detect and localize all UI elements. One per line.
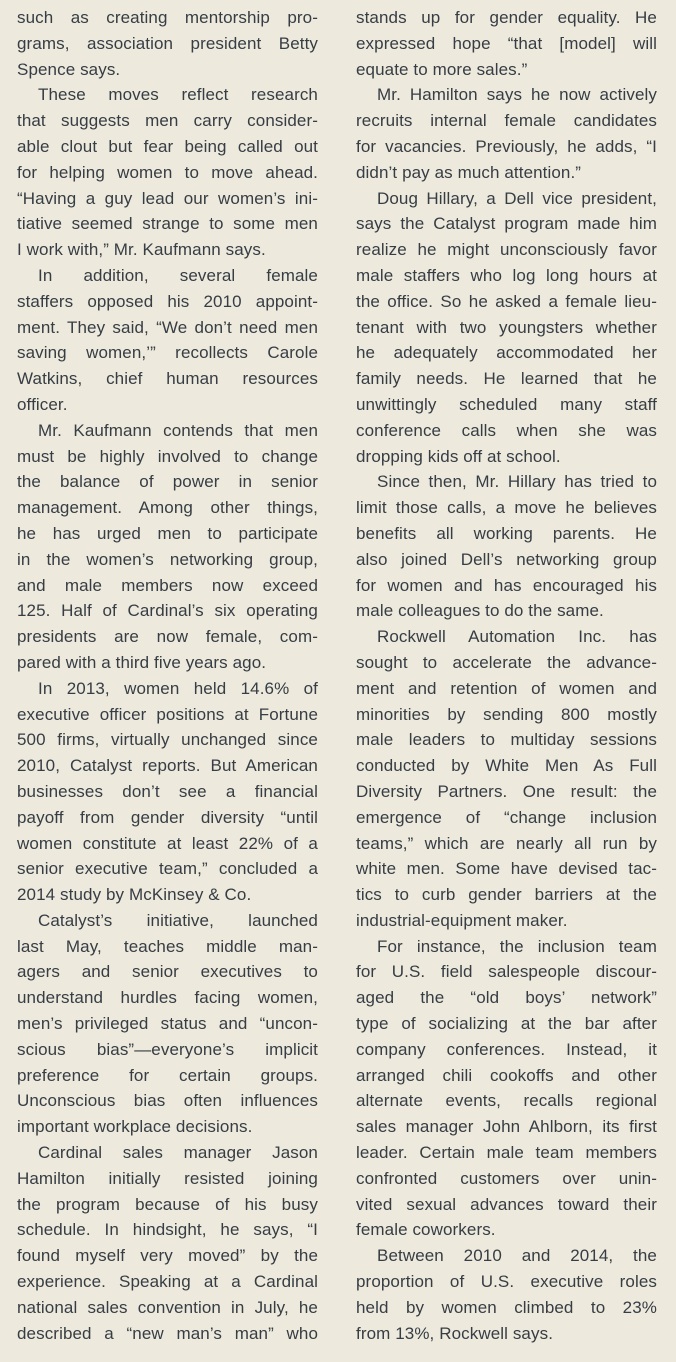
paragraph (356, 5, 657, 82)
text-line: preference for certain groups. (17, 1065, 318, 1085)
text-line: sales manager John Ahlborn, its first (356, 1117, 657, 1137)
text-line: Rockwell Automation Inc. has (377, 627, 657, 647)
paragraph (17, 418, 318, 676)
text-line: he adequately accommodated her (356, 343, 657, 363)
paragraph (17, 263, 318, 418)
text-line: limit those calls, a move he believes (356, 498, 657, 518)
text-line: expressed hope “that [model] will (356, 33, 657, 53)
text-line: benefits all working parents. He (356, 523, 657, 543)
text-line: for vacancies. Previously, he adds, “I (356, 136, 657, 156)
article-column-left (17, 5, 318, 1362)
text-line: grams, association president Betty (17, 33, 318, 53)
text-line: minorities by sending 800 mostly (356, 704, 657, 724)
text-line: Mr. Hamilton says he now actively (377, 85, 657, 105)
text-line: tenant with two youngsters whether (356, 317, 657, 337)
text-line: the office. So he asked a female lieu- (356, 291, 657, 311)
text-line: and male members now exceed (17, 575, 318, 595)
text-line: Since then, Mr. Hillary has tried to (377, 472, 657, 492)
text-line: 2014 study by McKinsey & Co. (17, 885, 252, 905)
text-line: that suggests men carry consider- (17, 111, 318, 131)
text-line: the program because of his busy (17, 1194, 318, 1214)
text-line: family needs. He learned that he (356, 369, 657, 389)
text-line: male staffers who log long hours at (356, 265, 657, 285)
text-line: female coworkers. (356, 1220, 496, 1240)
article-column-right (356, 5, 657, 1362)
paragraph (17, 5, 318, 82)
text-line: the balance of power in senior (17, 472, 318, 492)
text-line: for helping women to move ahead. (17, 162, 318, 182)
text-line: dropping kids off at school. (356, 446, 561, 466)
text-line: For instance, the inclusion team (377, 936, 657, 956)
text-line: tics to curb gender barriers at the (356, 885, 657, 905)
text-line: such as creating mentorship pro- (17, 8, 318, 27)
text-line: for women and has encouraged his (356, 575, 657, 595)
text-line: officer. (17, 394, 68, 414)
text-line: proportion of U.S. executive roles (356, 1272, 657, 1292)
text-line: he has urged men to participate (17, 523, 318, 543)
paragraph (356, 82, 657, 185)
text-line: stands up for gender equality. He (356, 8, 657, 27)
text-line: ment and retention of women and (356, 678, 657, 698)
text-line: for U.S. field salespeople discour- (356, 962, 657, 982)
text-line: male leaders to multiday sessions (356, 730, 657, 750)
paragraph (17, 908, 318, 1140)
text-line: conducted by White Men As Full (356, 756, 657, 776)
text-line: Cardinal sales manager Jason (38, 1143, 318, 1163)
text-line: must be highly involved to change (17, 446, 318, 466)
text-line: Unconscious bias often influences (17, 1091, 318, 1111)
text-line: type of socializing at the bar after (356, 1014, 657, 1034)
text-line: unwittingly scheduled many staff (356, 394, 657, 414)
text-line: equate to more sales.” (356, 59, 528, 79)
text-line: male colleagues to do the same. (356, 601, 604, 621)
text-line: In 2013, women held 14.6% of (38, 678, 318, 698)
text-line: In addition, several female (38, 265, 318, 285)
text-line: schedule. In hindsight, he says, “I (17, 1220, 318, 1240)
text-line: Mr. Kaufmann contends that men (38, 420, 318, 440)
paragraph (356, 624, 657, 934)
text-line: saving women,’” recollects Carole (17, 343, 318, 363)
text-line: presidents are now female, com- (17, 627, 318, 647)
text-line: held by women climbed to 23% (356, 1297, 657, 1317)
text-line: scious bias”—everyone’s implicit (17, 1039, 318, 1059)
text-line: 2010, Catalyst reports. But American (17, 756, 318, 776)
text-line: from 13%, Rockwell says. (356, 1323, 554, 1343)
text-line: aged the “old boys’ network” (356, 988, 657, 1008)
text-line: management. Among other things, (17, 498, 318, 518)
text-line: Catalyst’s initiative, launched (38, 910, 318, 930)
paragraph (17, 676, 318, 908)
text-line: Watkins, chief human resources (17, 369, 318, 389)
text-line: businesses don’t see a financial (17, 781, 318, 801)
text-line: Between 2010 and 2014, the (377, 1246, 657, 1266)
text-line: tiative seemed strange to some men (17, 214, 318, 234)
paragraph (356, 469, 657, 624)
text-line: teams,” which are nearly all run by (356, 833, 657, 853)
text-line: These moves reflect research (38, 85, 318, 105)
text-line: last May, teaches middle man- (17, 936, 318, 956)
text-line: men’s privileged status and “uncon- (17, 1014, 318, 1034)
text-line: women constitute at least 22% of a (17, 833, 318, 853)
text-line: staffers opposed his 2010 appoint- (17, 291, 318, 311)
text-line: agers and senior executives to (17, 962, 318, 982)
text-line: described a “new man’s man” who (17, 1323, 318, 1343)
text-line: Diversity Partners. One result: the (356, 781, 657, 801)
text-line: says the Catalyst program made him (356, 214, 657, 234)
text-line: arranged chili cookoffs and other (356, 1065, 657, 1085)
text-line: conference calls when she was (356, 420, 657, 440)
text-line: important workplace decisions. (17, 1117, 253, 1137)
text-line: in the women’s networking group, (17, 549, 318, 569)
text-line: emergence of “change inclusion (356, 807, 657, 827)
paragraph (356, 934, 657, 1244)
paragraph (17, 1140, 318, 1346)
text-line: Spence says. (17, 59, 121, 79)
text-line: leader. Certain male team members (356, 1143, 657, 1163)
text-line: realize he might unconsciously favor (356, 240, 657, 260)
text-line: didn’t pay as much attention.” (356, 162, 582, 182)
text-line: white men. Some have devised tac- (356, 859, 657, 879)
text-line: pared with a third five years ago. (17, 652, 267, 672)
text-line: I work with,” Mr. Kaufmann says. (17, 240, 266, 260)
text-line: ment. They said, “We don’t need men (17, 317, 318, 337)
text-line: able clout but fear being called out (17, 136, 318, 156)
text-line: company conferences. Instead, it (356, 1039, 657, 1059)
text-line: 125. Half of Cardinal’s six operating (17, 601, 318, 621)
text-line: sought to accelerate the advance- (356, 652, 657, 672)
text-line: executive officer positions at Fortune (17, 704, 318, 724)
text-line: experience. Speaking at a Cardinal (17, 1272, 318, 1292)
text-line: vited sexual advances toward their (356, 1194, 657, 1214)
text-line: Doug Hillary, a Dell vice president, (377, 188, 657, 208)
text-line: alternate events, recalls regional (356, 1091, 657, 1111)
text-line: senior executive team,” concluded a (17, 859, 318, 879)
text-line: Hamilton initially resisted joining (17, 1168, 318, 1188)
text-line: also joined Dell’s networking group (356, 549, 657, 569)
text-line: “Having a guy lead our women’s ini- (17, 188, 318, 208)
text-line: found myself very moved” by the (17, 1246, 318, 1266)
text-line: payoff from gender diversity “until (17, 807, 318, 827)
text-line: recruits internal female candidates (356, 111, 657, 131)
paragraph (356, 186, 657, 470)
text-line: understand hurdles facing women, (17, 988, 318, 1008)
text-line: national sales convention in July, he (17, 1297, 318, 1317)
text-line: confronted customers over unin- (356, 1168, 657, 1188)
text-line: industrial-equipment maker. (356, 910, 568, 930)
paragraph (17, 82, 318, 263)
text-line: 500 firms, virtually unchanged since (17, 730, 318, 750)
paragraph (356, 1243, 657, 1346)
